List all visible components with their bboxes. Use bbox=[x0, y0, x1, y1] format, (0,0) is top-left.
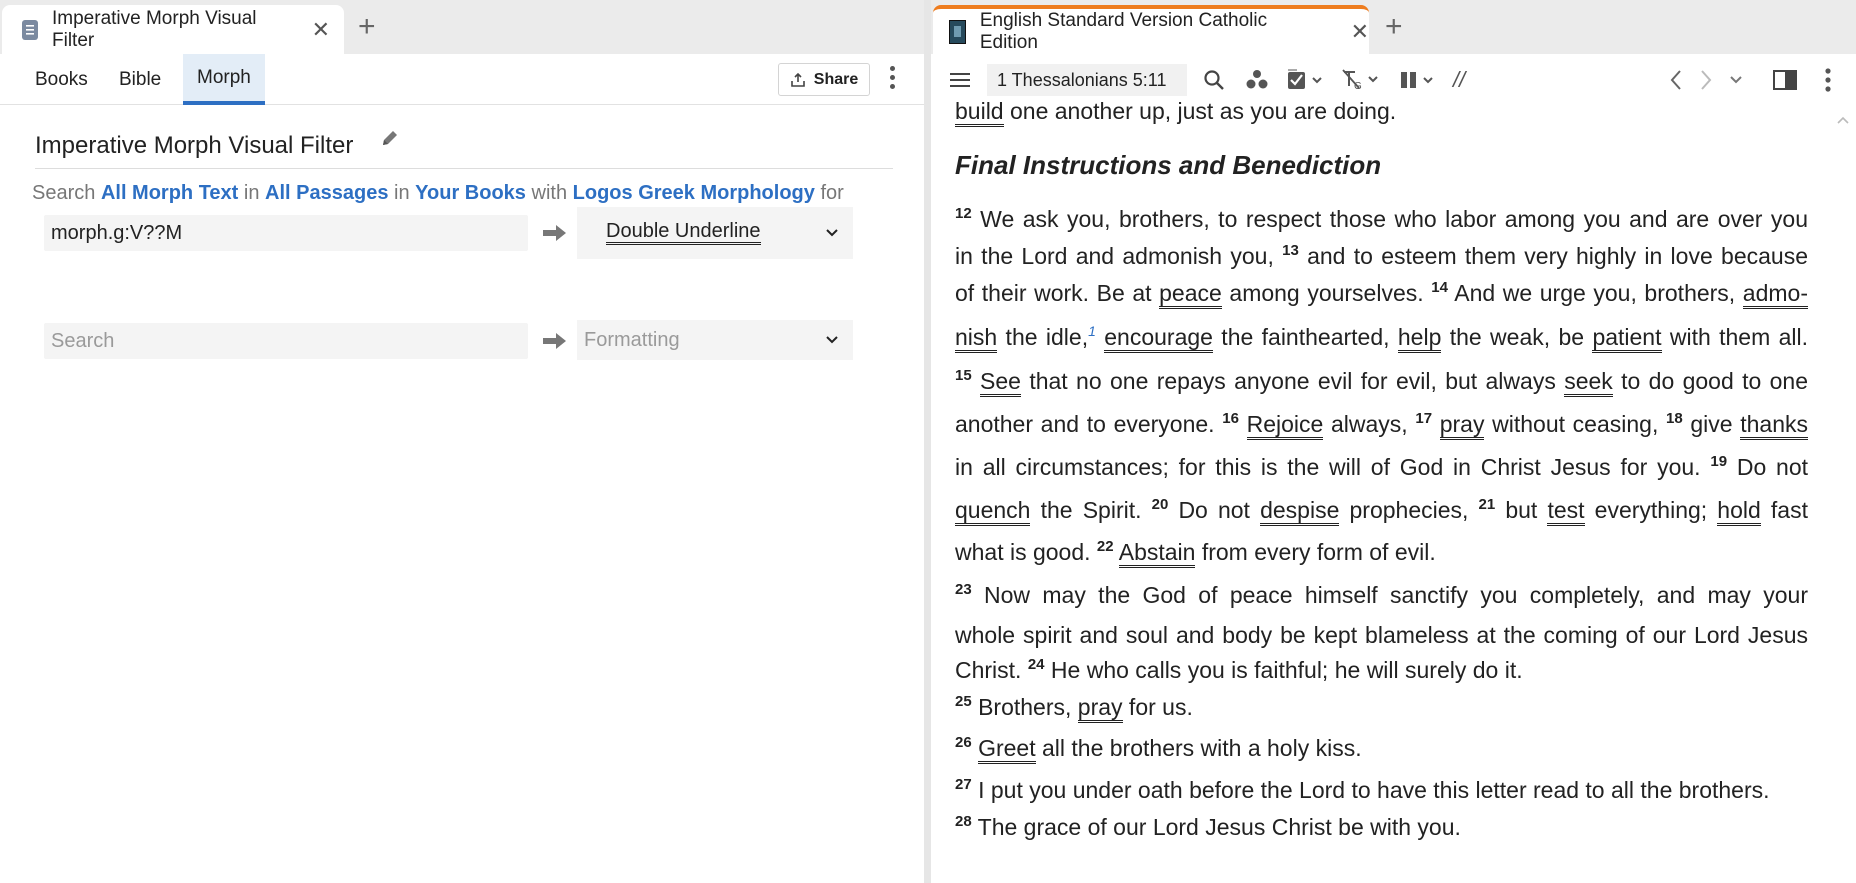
imperative-word[interactable]: Rejoice bbox=[1247, 411, 1324, 440]
text-run: The grace of our Lord Jesus Christ be with you. bbox=[971, 814, 1461, 840]
text-line bbox=[955, 657, 1523, 684]
text-run: Brothers, bbox=[971, 694, 1078, 720]
imperative-word[interactable]: pray bbox=[1440, 411, 1485, 440]
imperative-word[interactable]: help bbox=[1398, 324, 1441, 353]
text-run: in all circumstances; for this is the will of God in Christ Jesus for you. bbox=[955, 454, 1711, 480]
text-run: and to esteem them very highly in love because bbox=[1298, 243, 1808, 269]
text-run: of their work. Be at bbox=[955, 280, 1160, 306]
text-run: give bbox=[1682, 411, 1741, 437]
text-run: whole spirit and soul and body be kept blameless at the coming of our Lord Jesus bbox=[955, 622, 1808, 648]
text-line bbox=[955, 694, 1193, 721]
verse-number[interactable]: 23 bbox=[955, 581, 972, 598]
search-prefix: Search bbox=[32, 182, 96, 204]
text-run: in the Lord and admonish you, bbox=[955, 243, 1283, 269]
reference-input[interactable]: 1 Thessalonians 5:11 bbox=[987, 64, 1187, 96]
imperative-word[interactable]: encourage bbox=[1104, 324, 1213, 353]
close-icon[interactable]: ✕ bbox=[1350, 18, 1369, 44]
edit-pencil-icon[interactable] bbox=[380, 128, 400, 153]
verse-number[interactable]: 21 bbox=[1478, 496, 1496, 513]
text-run: Do not bbox=[1168, 497, 1261, 523]
new-tab-icon[interactable]: + bbox=[1385, 10, 1403, 43]
imperative-word[interactable]: build bbox=[955, 98, 1004, 127]
verse-number[interactable]: 26 bbox=[955, 734, 972, 751]
tab-imperative-morph-filter[interactable] bbox=[2, 5, 344, 54]
text-line bbox=[955, 324, 1808, 351]
text-run bbox=[1239, 411, 1247, 437]
search-description bbox=[32, 182, 844, 205]
text-run: Christ. bbox=[955, 657, 1028, 683]
text-run: for us. bbox=[1122, 694, 1193, 720]
text-line bbox=[955, 622, 1808, 649]
text-run: but bbox=[1495, 497, 1548, 523]
verse-number[interactable]: 17 bbox=[1415, 410, 1433, 427]
text-line bbox=[955, 454, 1808, 481]
verse-number[interactable]: 18 bbox=[1666, 410, 1683, 427]
imperative-word[interactable]: quench bbox=[955, 497, 1030, 526]
text-run: the weak, be bbox=[1441, 324, 1593, 350]
tab-esv-catholic[interactable] bbox=[933, 5, 1369, 54]
text-run: the Spirit. bbox=[1030, 497, 1152, 523]
morphology-link[interactable]: Logos Greek Morphology bbox=[572, 182, 815, 204]
tab-title: English Standard Version Catholic Edition bbox=[979, 9, 1268, 53]
arrow-right-icon bbox=[543, 223, 567, 248]
text-run: what is good. bbox=[955, 539, 1097, 565]
footnote-marker[interactable]: 1 bbox=[1088, 323, 1096, 339]
formatting-placeholder: Formatting bbox=[584, 328, 680, 351]
verse-number[interactable]: 24 bbox=[1027, 656, 1045, 673]
imperative-word[interactable]: seek bbox=[1564, 368, 1613, 397]
imperative-word[interactable]: Abstain bbox=[1119, 539, 1196, 568]
text-run: We ask you, brothers, to respect those who labor among you and are over you bbox=[971, 206, 1808, 232]
text-run bbox=[1432, 411, 1440, 437]
imperative-word[interactable]: Greet bbox=[978, 735, 1036, 764]
panel-splitter[interactable] bbox=[924, 0, 931, 883]
morph-filter-panel bbox=[0, 54, 924, 883]
split-view-icon[interactable] bbox=[1773, 54, 1797, 106]
bible-reader bbox=[931, 54, 1856, 883]
morph-query-input[interactable]: morph.g:V??M bbox=[44, 215, 528, 251]
arrow-right-icon bbox=[543, 331, 567, 356]
filter-type-tabs bbox=[0, 54, 924, 105]
text-line bbox=[955, 539, 1436, 566]
text-line bbox=[955, 582, 1808, 609]
verse-number[interactable]: 20 bbox=[1151, 496, 1169, 513]
imperative-word[interactable]: test bbox=[1547, 497, 1584, 526]
verse-number[interactable]: 14 bbox=[1431, 279, 1448, 296]
text-line bbox=[955, 98, 1396, 125]
chevron-down-icon bbox=[825, 334, 839, 346]
verse-number[interactable]: 27 bbox=[955, 776, 972, 793]
history-dropdown-icon[interactable] bbox=[1729, 54, 1743, 106]
text-run: Now may the God of peace himself sanctify you completely, and may your bbox=[971, 582, 1808, 608]
in-label-1: in bbox=[243, 182, 260, 204]
search-suffix: for bbox=[820, 182, 844, 204]
text-run: prophecies, bbox=[1339, 497, 1479, 523]
format-value: Double Underline bbox=[606, 221, 761, 245]
tab-morph[interactable]: Morph bbox=[183, 54, 265, 105]
imperative-word[interactable]: admo- bbox=[1743, 280, 1808, 309]
text-line bbox=[955, 243, 1808, 270]
text-line bbox=[955, 735, 1362, 762]
new-query-input[interactable]: Search bbox=[44, 323, 528, 359]
text-run: everything; bbox=[1584, 497, 1718, 523]
text-run: And we urge you, brothers, bbox=[1447, 280, 1743, 306]
share-button[interactable] bbox=[778, 63, 870, 96]
more-options-icon[interactable] bbox=[1824, 54, 1832, 106]
text-run: Do not bbox=[1727, 454, 1809, 480]
text-run bbox=[1096, 324, 1104, 350]
text-run: the fainthearted, bbox=[1212, 324, 1398, 350]
chevron-down-icon bbox=[825, 227, 839, 239]
formatting-select[interactable] bbox=[577, 320, 853, 360]
imperative-word[interactable]: patient bbox=[1592, 324, 1661, 353]
text-line bbox=[955, 497, 1808, 524]
left-panel bbox=[0, 0, 924, 883]
left-tab-strip bbox=[0, 0, 924, 54]
filter-title: Imperative Morph Visual Filter bbox=[35, 132, 354, 159]
right-panel bbox=[931, 0, 1856, 883]
text-run: He who calls you is faithful; he will surely do it. bbox=[1044, 657, 1523, 683]
text-run: the idle, bbox=[997, 324, 1089, 350]
text-run bbox=[1114, 539, 1119, 565]
verse-number[interactable]: 16 bbox=[1222, 410, 1239, 427]
format-select[interactable] bbox=[577, 207, 853, 259]
close-icon[interactable]: ✕ bbox=[311, 16, 330, 42]
text-run: one another up, just as you are doing. bbox=[1003, 98, 1397, 124]
sync-link-icon[interactable]: // bbox=[1453, 67, 1466, 92]
verse-number[interactable]: 19 bbox=[1710, 453, 1728, 470]
imperative-word[interactable]: hold bbox=[1717, 497, 1760, 526]
share-icon bbox=[790, 72, 806, 88]
with-label: with bbox=[531, 182, 568, 204]
section-heading: Final Instructions and Benediction bbox=[955, 150, 1382, 180]
text-line bbox=[955, 777, 1770, 804]
verse-number[interactable]: 25 bbox=[955, 693, 972, 710]
share-label: Share bbox=[813, 70, 859, 88]
text-line bbox=[955, 814, 1461, 841]
text-run: fast bbox=[1760, 497, 1808, 523]
verse-number[interactable]: 22 bbox=[1096, 538, 1114, 555]
text-run bbox=[972, 368, 980, 394]
passages-link[interactable]: All Passages bbox=[265, 182, 389, 204]
imperative-word[interactable]: nish bbox=[955, 324, 997, 353]
imperative-word[interactable]: pray bbox=[1078, 694, 1123, 723]
svg-text:G: G bbox=[1354, 81, 1362, 92]
books-link[interactable]: Your Books bbox=[415, 182, 526, 204]
verse-number[interactable]: 15 bbox=[955, 367, 972, 384]
imperative-word[interactable]: thanks bbox=[1740, 411, 1808, 440]
text-run: I put you under oath before the Lord to have this letter read to all the brothers. bbox=[971, 777, 1770, 803]
text-run: that no one repays anyone evil for evil, but always bbox=[1020, 368, 1565, 394]
forward-arrow-icon[interactable] bbox=[1699, 54, 1713, 106]
verse-number[interactable]: 12 bbox=[955, 205, 972, 222]
text-run: with them all. bbox=[1661, 324, 1809, 350]
more-options-icon[interactable] bbox=[888, 66, 896, 92]
text-run: from every form of evil. bbox=[1195, 539, 1436, 565]
book-cover-icon bbox=[949, 20, 966, 44]
text-run: among yourselves. bbox=[1221, 280, 1432, 306]
text-run: always, bbox=[1323, 411, 1416, 437]
verse-number[interactable]: 28 bbox=[955, 813, 972, 830]
text-line bbox=[955, 280, 1808, 307]
scroll-up-icon[interactable] bbox=[1836, 112, 1850, 130]
in-label-2: in bbox=[394, 182, 410, 204]
text-run: without ceasing, bbox=[1484, 411, 1667, 437]
scope-link[interactable]: All Morph Text bbox=[100, 182, 239, 204]
document-icon bbox=[20, 19, 40, 41]
columns-icon[interactable] bbox=[1399, 54, 1437, 106]
imperative-word[interactable]: peace bbox=[1159, 280, 1222, 309]
back-arrow-icon[interactable] bbox=[1669, 54, 1683, 106]
tab-bible[interactable]: Bible bbox=[119, 68, 162, 90]
imperative-word[interactable]: See bbox=[980, 368, 1021, 397]
tab-title: Imperative Morph Visual Filter bbox=[52, 7, 257, 51]
right-tab-strip bbox=[931, 0, 1856, 54]
text-run: to do good to one bbox=[1612, 368, 1809, 394]
imperative-word[interactable]: despise bbox=[1260, 497, 1339, 526]
text-line bbox=[955, 411, 1808, 438]
text-line bbox=[955, 368, 1808, 395]
verse-number[interactable]: 13 bbox=[1282, 242, 1299, 259]
new-tab-icon[interactable]: + bbox=[358, 10, 376, 43]
text-run: another and to everyone. bbox=[955, 411, 1223, 437]
text-line bbox=[955, 206, 1808, 233]
text-run: all the brothers with a holy kiss. bbox=[1035, 735, 1362, 761]
title-divider bbox=[35, 168, 893, 169]
tab-books[interactable]: Books bbox=[35, 68, 88, 90]
